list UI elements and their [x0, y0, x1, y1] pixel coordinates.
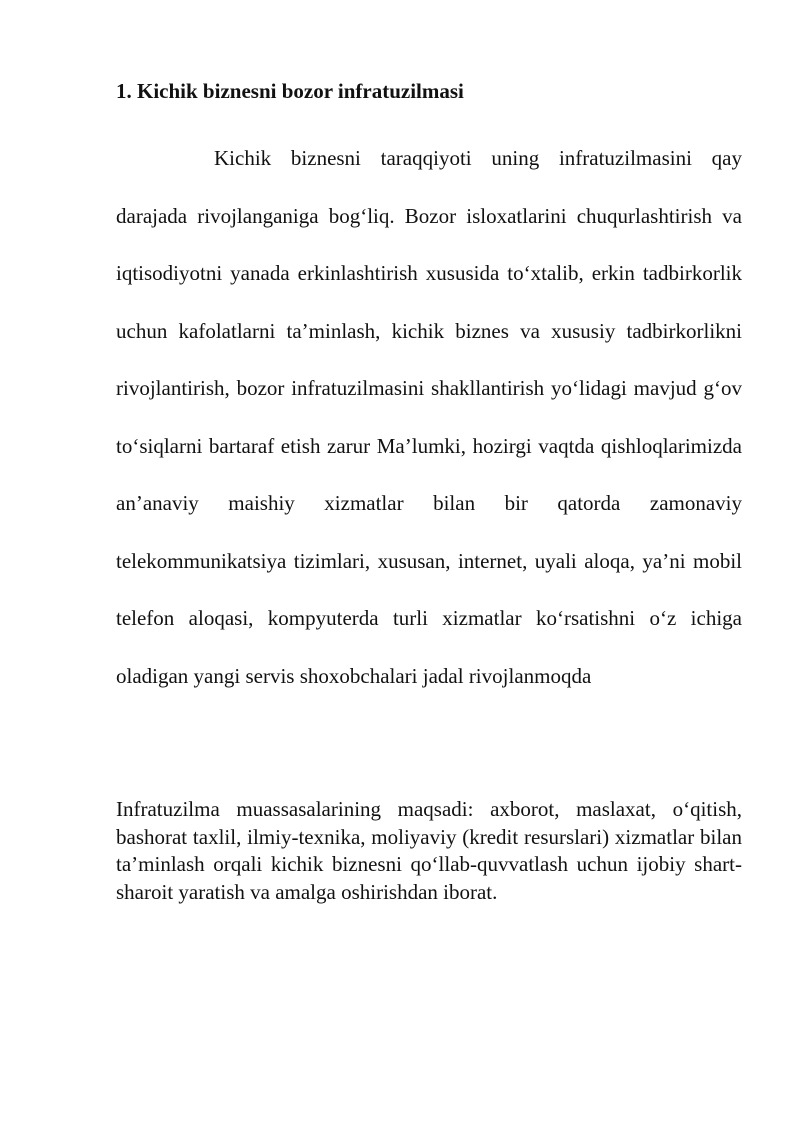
- section-heading: 1. Kichik biznesni bozor infratuzilmasi: [116, 79, 464, 103]
- paragraph-infrastructure-development: Kichik biznesni taraqqiyoti uning infratuzilmasini qay darajada rivojlanganiga bog‘liq. Bozor isloxatlarini chuqurlashtirish va iqtisodiyotni yanada erkinlashtirish xususida to‘xtalib, erkin tadbirkorlik uchun kafolatlarni ta’minlash, kichik biznes va xususiy tadbirkorlikni rivojlantirish, bozor infratuzilmasini shakllantirish yo‘lidagi mavjud g‘ov to‘siqlarni bartaraf etish zarur Ma’lumki, hozirgi vaqtda qishloqlarimizda an’anaviy maishiy xizmatlar bilan bir qatorda zamonaviy telekommunikatsiya tizimlari, xususan, internet, uyali aloqa, ya’ni mobil telefon aloqasi, kompyuterda turli xizmatlar ko‘rsatishni o‘z ichiga oladigan yangi servis shoxobchalari jadal rivojlanmoqda: [116, 146, 742, 688]
- paragraph-infrastructure-purpose: Infratuzilma muassasalarining maqsadi: axborot, maslaxat, o‘qitish, bashorat taxlil, ilmiy-texnika, moliyaviy (kredit resurslari) xizmatlar bilan ta’minlash orqali kichik biznesni qo‘llab-quvvatlash uchun ijobiy shart-sharoit yaratish va amalga oshirishdan iborat.: [116, 797, 742, 904]
